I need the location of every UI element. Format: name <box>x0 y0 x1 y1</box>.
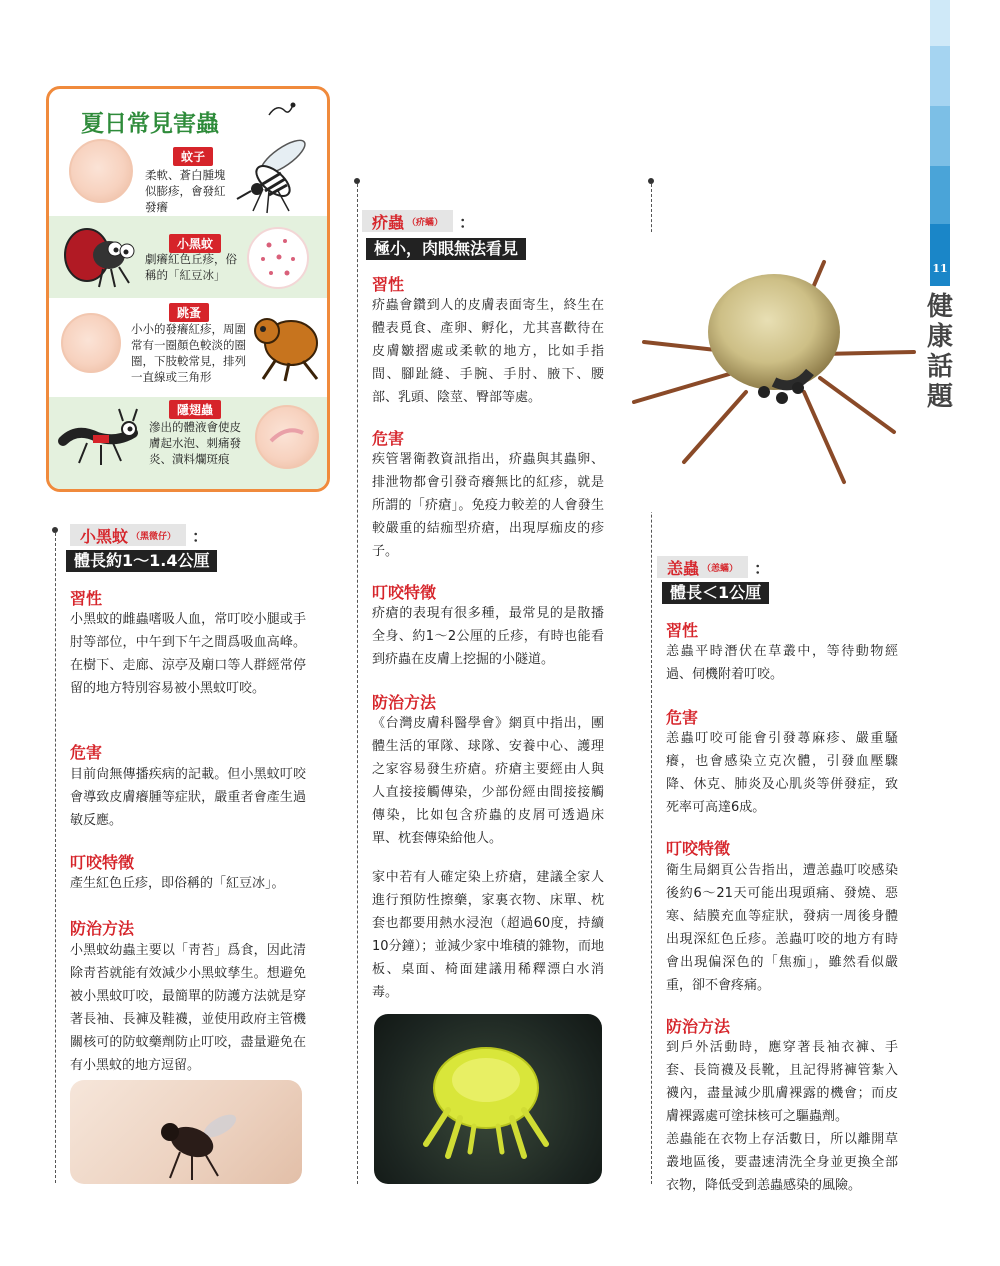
pest-tag: 蚊子 <box>173 147 213 166</box>
flying-insect-icon <box>267 99 297 119</box>
pest-infobox <box>46 86 330 492</box>
page-number: 11 <box>932 262 948 275</box>
col2-prevention-text: 《台灣皮膚科醫學會》網頁中指出，團體生活的軍隊、球隊、安養中心、護理之家容易發生疥瘡。疥瘡主要經由人與人直接接觸傳染，少部份經由間接接觸傳染，比如包含疥蟲的皮屑可透過床單、枕套傳染給他人。 <box>372 716 604 846</box>
col1-heading-harm: 危害 <box>70 743 103 762</box>
column-divider <box>55 533 56 1183</box>
col2-size-banner: 極小，肉眼無法看見 <box>366 238 526 260</box>
pest-description: 小小的發癢紅疹，周圍常有一圈顏色較淡的圈圈，下肢較常見，排列一直線或三角形 <box>131 322 246 384</box>
col2-colon: ： <box>459 212 476 232</box>
pest-description: 劇癢紅色丘疹，俗稱的「紅豆冰」 <box>145 252 237 282</box>
mosquito-bite-skin-image <box>69 139 133 203</box>
col2-heading-prevention: 防治方法 <box>372 693 437 712</box>
col2-bite-text: 疥瘡的表現有很多種，最常見的是散播全身、約1～2公厘的丘疹，有時也能看到疥蟲在皮膚上挖掘的小隧道。 <box>372 606 604 667</box>
col3-header <box>657 556 770 578</box>
col3-heading-harm: 危害 <box>666 708 699 727</box>
col1-habit-text: 小黑蚊的雌蟲嗜吸人血，常叮咬小腿或手肘等部位，中午到下午之間爲吸血高峰。在樹下、走廊、涼亭及廟口等人群經常停留的地方特別容易被小黑蚊叮咬。 <box>70 612 306 696</box>
rove-beetle-skin-image <box>255 405 319 469</box>
col1-heading-bite: 叮咬特徵 <box>70 853 135 872</box>
col2-heading-harm: 危害 <box>372 429 405 448</box>
col1-bite-text: 產生紅色丘疹，即俗稱的「紅豆冰」。 <box>70 876 285 891</box>
flea-bite-skin-image <box>61 313 121 373</box>
col2-header <box>362 210 475 232</box>
blackfly-icon <box>63 223 139 293</box>
col2-pest-name: 疥蟲 <box>372 212 405 232</box>
col1-size-banner: 體長約1～1.4公厘 <box>66 550 217 572</box>
col2-alias: （疥蟎） <box>407 217 444 228</box>
col1-heading-prevention: 防治方法 <box>70 919 135 938</box>
col3-heading-habit: 習性 <box>666 621 699 640</box>
col3-heading-prevention: 防治方法 <box>666 1017 731 1036</box>
col1-pest-name: 小黑蚊 <box>80 526 129 546</box>
pest-tag: 小黑蚊 <box>169 234 221 253</box>
col1-heading-habit: 習性 <box>70 589 103 608</box>
edge-strip-3 <box>930 106 950 166</box>
col3-alias: （恙蟎） <box>702 563 739 574</box>
col3-bite-text: 衛生局網頁公告指出，遭恙蟲叮咬感染後約6～21天可能出現頭痛、發燒、惡寒、結膜充血等症狀，發病一周後身體出現深紅色丘疹。恙蟲叮咬的地方有時會出現偏深色的「焦痂」，雖然看似嚴重，卻不會疼痛。 <box>666 863 898 993</box>
flea-icon <box>245 309 325 385</box>
pest-tag: 隱翅蟲 <box>169 400 221 419</box>
edge-strip-4 <box>930 166 950 224</box>
pest-description: 柔軟、蒼白腫塊似膨疹，會發紅發癢 <box>145 168 226 214</box>
column-divider <box>357 184 358 1184</box>
col1-harm-text: 目前尙無傳播疾病的記載。但小黑蚊叮咬會導致皮膚癢腫等症狀，嚴重者會產生過敏反應。 <box>70 767 306 828</box>
col3-harm-text: 恙蟲叮咬可能會引發蕁麻疹、嚴重騷癢，也會感染立克次體，引發血壓驟降、休克、肺炎及心肌炎等併發症，致死率可高達6成。 <box>666 731 898 815</box>
col2-habit-text: 疥蟲會鑽到人的皮膚表面寄生，終生在體表覓食、產卵、孵化，尤其喜歡待在皮膚皺摺處或柔軟的地方，比如手指間、腳趾縫、手腕、手肘、腋下、腰部、乳頭、陰莖、臀部等處。 <box>372 298 604 405</box>
rove-beetle-icon <box>57 407 143 471</box>
col3-extra-text: 恙蟲能在衣物上存活數日，所以離開草叢地區後，要盡速淸洗全身並更換全部衣物，降低受到恙蟲感染的風險。 <box>666 1132 898 1193</box>
col3-pest-name: 恙蟲 <box>667 558 700 578</box>
edge-strip-2 <box>930 46 950 106</box>
col1-header <box>70 524 208 546</box>
col3-heading-bite: 叮咬特徵 <box>666 839 731 858</box>
pest-tag: 跳蚤 <box>169 303 209 322</box>
col2-harm-text: 疾管署衛教資訊指出，疥蟲與其蟲卵、排泄物都會引發奇癢無比的紅疹，就是所謂的「疥瘡」。免疫力較差的人會發生較嚴重的結痂型疥瘡，出現厚痂皮的疹子。 <box>372 452 604 559</box>
scabies-mite-photo <box>374 1014 602 1184</box>
col2-heading-bite: 叮咬特徵 <box>372 583 437 602</box>
edge-strip-5 <box>930 224 950 286</box>
col2-extra-text: 家中若有人確定染上疥瘡，建議全家人進行預防性擦藥，家裏衣物、床單、枕套也都要用熱水浸泡（超過60度，持續10分鐘）；並減少家中堆積的雜物，而地板、桌面、椅面建議用稀釋漂白水消毒。 <box>372 870 604 1000</box>
col3-habit-text: 恙蟲平時潛伏在草叢中，等待動物經過、伺機附着叮咬。 <box>666 644 898 682</box>
section-title: 健康話題 <box>926 292 953 412</box>
edge-strip-1 <box>930 0 950 46</box>
chigger-mite-photo <box>624 232 924 512</box>
col3-colon: ： <box>754 558 771 578</box>
blackfly-bite-skin-image <box>247 227 309 289</box>
col1-colon: ： <box>192 526 209 546</box>
infobox-title: 夏日常見害蟲 <box>81 111 219 137</box>
col3-prevention-text: 到戶外活動時，應穿著長袖衣褲、手套、長筒襪及長靴，且記得將褲管紮入襪內，盡量減少肌膚裸露的機會；而皮膚裸露處可塗抹核可之驅蟲劑。 <box>666 1040 898 1124</box>
mosquito-icon <box>233 119 323 215</box>
col1-alias: （黑微仔） <box>131 531 177 542</box>
blackfly-photo <box>70 1080 302 1184</box>
col3-size-banner: 體長＜1公厘 <box>662 582 769 604</box>
col1-prevention-text: 小黑蚊幼蟲主要以「靑苔」爲食，因此清除靑苔就能有效減少小黑蚊孳生。想避免被小黑蚊叮咬，最簡單的防護方法就是穿著長袖、長褲及鞋襪，並使用政府主管機關核可的防蚊藥劑防止叮咬，盡量避免在有小黑蚊的地方逗留。 <box>70 943 306 1073</box>
col2-heading-habit: 習性 <box>372 275 405 294</box>
pest-description: 滲出的體液會使皮膚起水泡、刺痛發炎、潰料爛斑痕 <box>149 420 241 466</box>
